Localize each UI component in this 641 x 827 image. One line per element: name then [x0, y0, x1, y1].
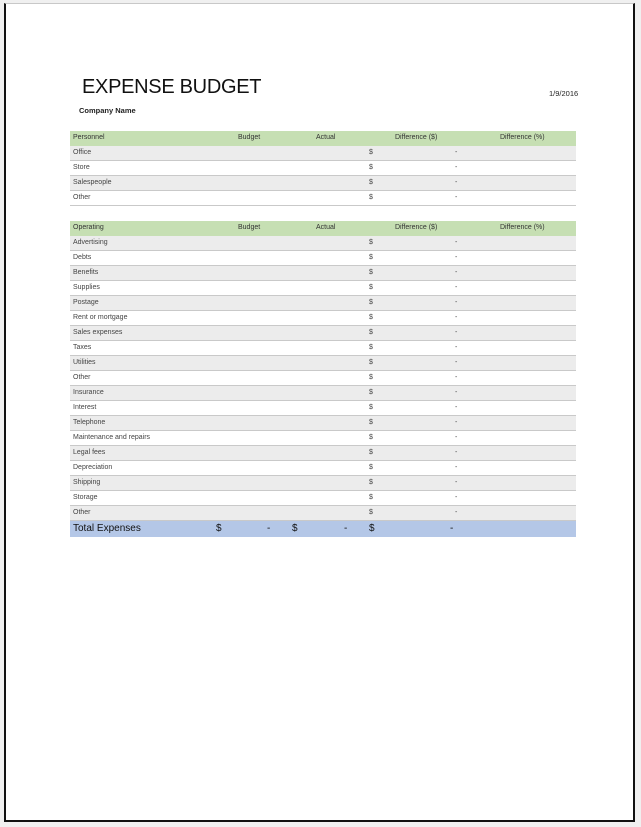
row-label[interactable]: Shipping [73, 479, 101, 486]
difference-value[interactable]: - [455, 494, 458, 501]
operating-row [70, 371, 576, 386]
difference-value[interactable]: - [455, 194, 458, 201]
header-difference-percent: Difference (%) [500, 134, 545, 141]
operating-rows [70, 236, 576, 521]
row-label[interactable]: Rent or mortgage [73, 314, 128, 321]
difference-value[interactable]: - [455, 419, 458, 426]
difference-currency: $ [369, 254, 373, 261]
document-title: EXPENSE BUDGET [82, 76, 262, 98]
difference-value[interactable]: - [455, 314, 458, 321]
operating-row [70, 356, 576, 371]
operating-row [70, 296, 576, 311]
difference-value[interactable]: - [455, 239, 458, 246]
personnel-header-row [70, 131, 576, 146]
total-budget-currency: $ [216, 523, 222, 534]
operating-header-row [70, 221, 576, 236]
total-difference-currency: $ [369, 523, 375, 534]
difference-currency: $ [369, 269, 373, 276]
operating-row [70, 341, 576, 356]
personnel-row [70, 146, 576, 161]
document-date[interactable]: 1/9/2016 [549, 89, 579, 98]
difference-currency: $ [369, 344, 373, 351]
row-label[interactable]: Sales expenses [73, 329, 123, 336]
difference-currency: $ [369, 464, 373, 471]
header-actual: Actual [316, 134, 336, 141]
difference-value[interactable]: - [455, 329, 458, 336]
personnel-rows [70, 146, 576, 206]
difference-value[interactable]: - [455, 359, 458, 366]
difference-value[interactable]: - [455, 164, 458, 171]
difference-value[interactable]: - [455, 149, 458, 156]
operating-row [70, 446, 576, 461]
difference-currency: $ [369, 299, 373, 306]
difference-value[interactable]: - [455, 479, 458, 486]
operating-row [70, 311, 576, 326]
operating-row [70, 401, 576, 416]
difference-value[interactable]: - [455, 284, 458, 291]
row-label[interactable]: Debts [73, 254, 92, 261]
difference-value[interactable]: - [455, 434, 458, 441]
difference-currency: $ [369, 479, 373, 486]
operating-table [70, 221, 576, 537]
difference-value[interactable]: - [455, 269, 458, 276]
company-name[interactable]: Company Name [79, 106, 136, 115]
difference-currency: $ [369, 194, 373, 201]
operating-row [70, 491, 576, 506]
row-label[interactable]: Insurance [73, 389, 104, 396]
operating-row [70, 266, 576, 281]
difference-currency: $ [369, 314, 373, 321]
header-difference-dollar: Difference ($) [395, 224, 438, 231]
row-label[interactable]: Telephone [73, 419, 106, 426]
header-difference-percent: Difference (%) [500, 224, 545, 231]
header-operating: Operating [73, 224, 104, 231]
difference-value[interactable]: - [455, 254, 458, 261]
header-budget: Budget [238, 224, 261, 231]
difference-currency: $ [369, 179, 373, 186]
difference-currency: $ [369, 494, 373, 501]
difference-currency: $ [369, 284, 373, 291]
total-difference-value[interactable]: - [450, 523, 454, 534]
row-label[interactable]: Other [73, 509, 91, 516]
operating-row [70, 281, 576, 296]
difference-value[interactable]: - [455, 179, 458, 186]
operating-row [70, 416, 576, 431]
row-label[interactable]: Utilities [73, 359, 96, 366]
row-label[interactable]: Storage [73, 494, 98, 501]
row-label[interactable]: Benefits [73, 269, 99, 276]
row-label[interactable]: Store [73, 164, 90, 171]
row-label[interactable]: Maintenance and repairs [73, 434, 151, 441]
difference-currency: $ [369, 404, 373, 411]
difference-currency: $ [369, 149, 373, 156]
operating-row [70, 326, 576, 341]
header-personnel: Personnel [73, 134, 105, 141]
row-label[interactable]: Advertising [73, 239, 108, 246]
operating-row [70, 251, 576, 266]
operating-row [70, 236, 576, 251]
row-label[interactable]: Taxes [73, 344, 92, 351]
row-label[interactable]: Depreciation [73, 464, 113, 471]
total-label: Total Expenses [73, 523, 141, 534]
difference-currency: $ [369, 449, 373, 456]
total-expenses-row [70, 521, 576, 537]
row-label[interactable]: Postage [73, 299, 99, 306]
operating-row [70, 431, 576, 446]
difference-currency: $ [369, 419, 373, 426]
difference-value[interactable]: - [455, 404, 458, 411]
header-budget: Budget [238, 134, 261, 141]
difference-value[interactable]: - [455, 449, 458, 456]
row-label[interactable]: Other [73, 374, 91, 381]
difference-currency: $ [369, 389, 373, 396]
operating-row [70, 461, 576, 476]
difference-currency: $ [369, 164, 373, 171]
row-label[interactable]: Interest [73, 404, 97, 411]
difference-value[interactable]: - [455, 389, 458, 396]
row-label[interactable]: Other [73, 194, 91, 201]
personnel-row [70, 161, 576, 176]
header-difference-dollar: Difference ($) [395, 134, 438, 141]
row-label[interactable]: Legal fees [73, 449, 106, 456]
row-label[interactable]: Supplies [73, 284, 100, 291]
personnel-row [70, 191, 576, 206]
difference-value[interactable]: - [455, 464, 458, 471]
difference-currency: $ [369, 374, 373, 381]
row-label[interactable]: Office [73, 149, 92, 156]
difference-value[interactable]: - [455, 374, 458, 381]
operating-row [70, 476, 576, 491]
difference-currency: $ [369, 509, 373, 516]
total-actual-currency: $ [292, 523, 298, 534]
total-budget-value[interactable]: - [267, 523, 271, 534]
difference-currency: $ [369, 329, 373, 336]
difference-value[interactable]: - [455, 509, 458, 516]
operating-row [70, 506, 576, 521]
difference-currency: $ [369, 239, 373, 246]
personnel-row [70, 176, 576, 191]
difference-currency: $ [369, 434, 373, 441]
difference-value[interactable]: - [455, 299, 458, 306]
total-actual-value[interactable]: - [344, 523, 348, 534]
header-actual: Actual [316, 224, 336, 231]
personnel-table [70, 131, 576, 206]
difference-value[interactable]: - [455, 344, 458, 351]
row-label[interactable]: Salespeople [73, 179, 112, 186]
operating-row [70, 386, 576, 401]
difference-currency: $ [369, 359, 373, 366]
